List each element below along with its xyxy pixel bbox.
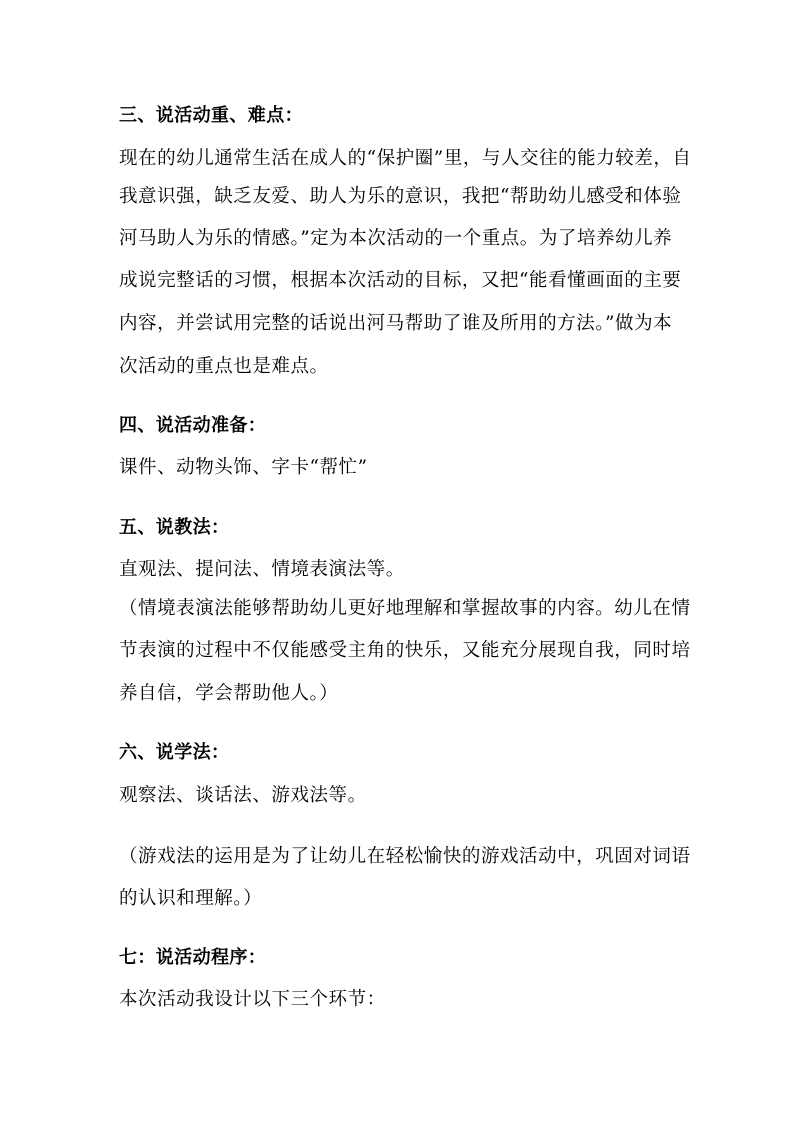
section-heading-activity-preparation: 四、说活动准备： xyxy=(119,415,267,436)
section-heading-activity-key-points: 三、说活动重、难点： xyxy=(119,105,303,126)
paragraph-line: 河马助人为乐的情感。”定为本次活动的一个重点。为了培养幼儿养 xyxy=(119,228,673,249)
paragraph-line: 养自信，学会帮助他人。） xyxy=(119,683,339,704)
section-heading-activity-procedure: 七：说活动程序： xyxy=(119,947,267,968)
section-heading-learning-methods: 六、说学法： xyxy=(119,742,230,763)
paragraph-line: 课件、动物头饰、字卡“帮忙” xyxy=(119,457,368,478)
section-heading-teaching-methods: 五、说教法： xyxy=(119,517,230,538)
paragraph-line: 现在的幼儿通常生活在成人的“保护圈”里，与人交往的能力较差，自 xyxy=(119,148,692,169)
paragraph-line: 观察法、谈话法、游戏法等。 xyxy=(119,785,367,806)
paragraph-line: 次活动的重点也是难点。 xyxy=(119,356,329,377)
paragraph-line: 成说完整话的习惯，根据本次活动的目标，又把“能看懂画面的主要 xyxy=(119,270,682,291)
paragraph-line: 本次活动我设计以下三个环节： xyxy=(119,989,386,1010)
paragraph-line: 内容，并尝试用完整的话说出河马帮助了谁及所用的方法。”做为本 xyxy=(119,313,673,334)
paragraph-line: 我意识强，缺乏友爱、助人为乐的意识，我把“帮助幼儿感受和体验 xyxy=(119,186,682,207)
paragraph-line: （游戏法的运用是为了让幼儿在轻松愉快的游戏活动中，巩固对词语 xyxy=(119,846,691,867)
paragraph-line: 直观法、提问法、情境表演法等。 xyxy=(119,559,405,580)
paragraph-line: （情境表演法能够帮助幼儿更好地理解和掌握故事的内容。幼儿在情 xyxy=(119,598,691,619)
paragraph-line: 的认识和理解。） xyxy=(119,888,263,909)
paragraph-line: 节表演的过程中不仅能感受主角的快乐，又能充分展现自我，同时培 xyxy=(119,640,691,661)
